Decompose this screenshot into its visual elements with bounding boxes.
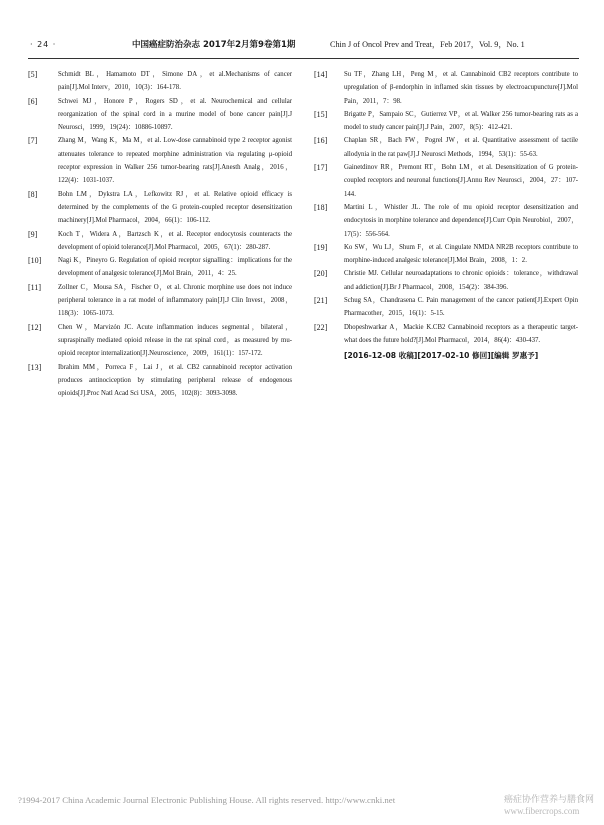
reference-number: [5]	[28, 70, 38, 79]
reference-number: [6]	[28, 96, 38, 106]
reference-number: [16]	[314, 136, 328, 146]
reference-number: [15]	[314, 109, 328, 119]
reference-text: Koch T，Widera A，Bartzsch K，et al. Receptor endocytosis counteracts the development of opioid tolerance[J].Mol Pharmacol，2005，67(1)：280-287.	[58, 230, 292, 251]
reference-text: Gainetdinov RR，Premont RT，Bohn LM，et al. Desensitization of G protein-coupled receptors and neuronal functions[J].Annu Rev Neurosci，2004，27：107-144.	[344, 164, 578, 198]
reference-item	[28, 68, 292, 95]
reference-number: [12]	[28, 322, 42, 332]
reference-text: Martini L，Whistler JL. The role of mu opioid receptor desensitization and endocytosis in morphine tolerance and dependence[J].Curr Opin Neurobiol，2007，17(5)：556-564.	[344, 203, 578, 238]
reference-text: Schmidt BL，Hamamoto DT，Simone DA，et al.Mechanisms of cancer pain[J].Mol Interv，2010，10(3)：164-178.	[58, 71, 292, 92]
reference-item	[314, 321, 578, 348]
reference-text: Dhopeshwarkar A，Mackie K.CB2 Cannabinoid receptors as a therapeutic target-what does the future hold?[J].Mol Pharmacol，2014，86(4)：430-437.	[344, 323, 578, 344]
reference-item	[28, 188, 292, 228]
reference-number: [19]	[314, 242, 328, 252]
reference-item	[314, 294, 578, 321]
reference-item	[314, 201, 578, 241]
references-right-column	[314, 68, 578, 363]
reference-number: [20]	[314, 269, 328, 279]
reference-number: [13]	[28, 362, 42, 372]
reference-item	[28, 321, 292, 361]
reference-text: Zollner C，Mousa SA，Fischer O，et al. Chronic morphine use does not induce peripheral tolerance in a rat model of inflammatory pain[J].J Clin Invest，2008，118(3)：1065-1073.	[58, 283, 292, 318]
reference-number: [8]	[28, 189, 38, 199]
page-number: · 24 ·	[30, 40, 57, 49]
reference-item	[28, 134, 292, 187]
reference-item	[28, 95, 292, 135]
reference-text: Schwei MJ，Honore P，Rogers SD，et al. Neurochemical and cellular reorganization of the spinal cord in a murine model of bone cancer pain[J].J Neurosci，1999，19(24)：10886-10897.	[58, 97, 292, 132]
copyright-notice: ?1994-2017 China Academic Journal Electronic Publishing House. All rights reserved. http://www.cnki.net	[18, 795, 396, 805]
reference-text: Ibrahim MM，Porreca F，Lai J，et al. CB2 cannabinoid receptor activation produces antinociception by stimulating peripheral release of endogenous opioids[J].Proc Natl Acad Sci USA，2005，102(8)：3093-3098.	[58, 363, 292, 398]
journal-title-cn: 中国癌症防治杂志 2017年2月第9卷第1期	[132, 40, 296, 50]
header-rule	[28, 58, 579, 59]
received-note: [2016-12-08 收稿][2017-02-10 修回][编辑 罗惠予]	[344, 351, 539, 361]
page-header	[28, 33, 580, 55]
journal-title-en: Chin J of Oncol Prev and Treat，Feb 2017，Vol. 9，No. 1	[330, 40, 525, 49]
reference-item	[28, 281, 292, 321]
page-footer	[18, 795, 598, 816]
reference-number: [7]	[28, 136, 38, 146]
reference-number: [11]	[28, 282, 42, 292]
reference-number: [18]	[314, 202, 328, 212]
reference-number: [22]	[314, 322, 328, 332]
reference-item	[28, 254, 292, 281]
watermark-text: 癌症协作营养与膳食网	[504, 795, 595, 805]
reference-text: Nagi K，Pineyro G. Regulation of opioid receptor signalling：implications for the development of analgesic tolerance[J].Mol Brain，2011，4：25.	[58, 257, 292, 278]
reference-text: Chen W，Marvizón JC. Acute inflammation induces segmental，bilateral，supraspinally mediated opioid release in the rat spinal cord，as measured by mu-opioid receptor internalization[J].Neuroscience，2009，161(1)：157-172.	[58, 323, 292, 358]
reference-number: [10]	[28, 256, 42, 266]
reference-text: Chaplan SR，Bach FW，Pogrel JW，et al. Quantitative assessment of tactile allodynia in the rat paw[J].J Neurosci Methods，1994，53(1)：55-63.	[344, 137, 578, 158]
watermark-url: www.fibercrops.com	[504, 806, 580, 816]
reference-item	[314, 161, 578, 201]
reference-item	[314, 68, 578, 108]
reference-item	[28, 228, 292, 255]
reference-text: Bohn LM，Dykstra LA，Lefkowitz RJ，et al. Relative opioid efficacy is determined by the complements of the G protein-coupled receptor desensitization machinery[J].Mol Pharmacol，2004，66(1)：106-112.	[58, 190, 292, 225]
reference-text: Ko SW，Wu LJ，Shum F，et al. Cingulate NMDA NR2B receptors contribute to morphine-induced analgesic tolerance[J].Mol Brain，2008，1：2.	[344, 243, 578, 265]
references-left-column	[28, 68, 292, 400]
reference-number: [17]	[314, 163, 328, 173]
reference-number: [21]	[314, 296, 328, 306]
reference-item	[314, 267, 578, 294]
reference-item	[28, 361, 292, 401]
reference-text: Su TF，Zhang LH，Peng M，et al. Cannabinoid CB2 receptors contribute to upregulation of β-endorphin in inflamed skin tissues by electroacupuncture[J].Mol Pain，2011，7：98.	[344, 71, 578, 105]
reference-text: Zhang M，Wang K，Ma M，et al. Low-dose cannabinoid type 2 receptor agonist attenuates tolerance to repeated morphine administration via regulating μ-opioid receptor expression in Walker 256 tumor-bearing rats[J].Anesth Analg，2016，122(4)：1031-1037.	[58, 137, 292, 185]
reference-item	[314, 134, 578, 161]
reference-text: Schug SA，Chandrasena C. Pain management of the cancer patient[J].Expert Opin Pharmacother，2015，16(1)：5-15.	[344, 297, 578, 318]
reference-number: [14]	[314, 70, 328, 79]
reference-number: [9]	[28, 229, 38, 239]
reference-item	[314, 108, 578, 135]
reference-item	[314, 241, 578, 268]
reference-text: Brigatte P，Sampaio SC，Gutierrez VP，et al. Walker 256 tumor-bearing rats as a model to study cancer pain[J].J Pain，2007，8(5)：412-421.	[344, 110, 578, 132]
reference-text: Christie MJ. Cellular neuroadaptations to chronic opioids：tolerance，withdrawal and addiction[J].Br J Pharmacol，2008，154(2)：384-396.	[344, 270, 578, 291]
